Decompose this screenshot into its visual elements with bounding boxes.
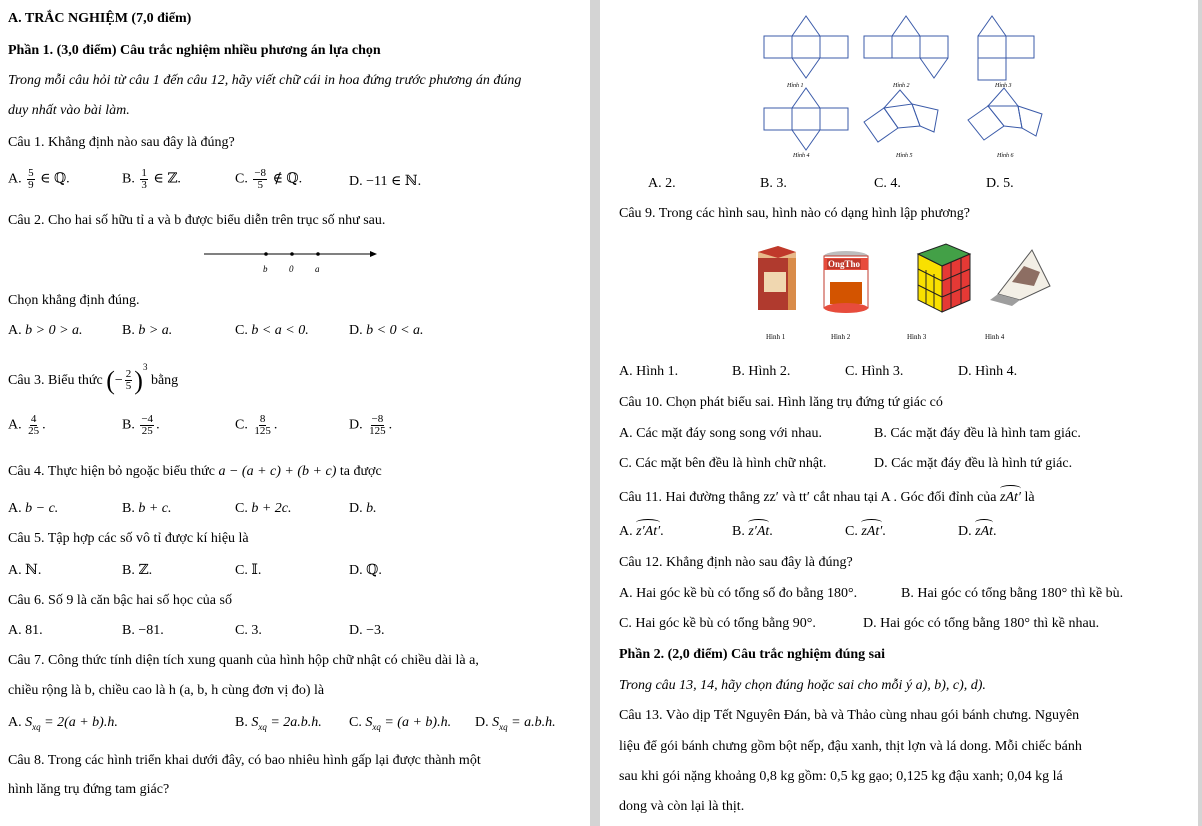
net-label-5: Hình 5 xyxy=(896,153,913,159)
q7-option-d: D. $S_{xq} = a.b.h$. xyxy=(475,715,556,732)
pic-label-1: Hình 1 xyxy=(766,333,786,341)
q12-option-a: A. Hai góc kề bù có tổng số đo bằng 180°. xyxy=(619,586,858,601)
q9-pictures xyxy=(750,242,1050,322)
q4-option-c: C. b + 2c. xyxy=(235,501,292,516)
q10-stem: Câu 10. Chọn phát biểu sai. Hình lăng trụ đứng tứ giác có xyxy=(619,395,943,410)
q9-stem: Câu 9. Trong các hình sau, hình nào có dạng hình lập phương? xyxy=(619,206,970,221)
can-brand-label: OngTho xyxy=(828,259,861,269)
q2-option-a: A. b > 0 > a. xyxy=(8,323,83,338)
part2-intro: Trong câu 13, 14, hãy chọn đúng hoặc sai cho mỗi ý a), b), c), d). xyxy=(619,678,986,693)
section-a-heading: A. TRẮC NGHIỆM (7,0 điểm) xyxy=(8,11,192,26)
q1-option-a: A. $\frac{5}{9}$ ∈ ℚ. xyxy=(8,167,70,191)
q7-option-b: B. $S_{xq} = 2a.b.h$. xyxy=(235,715,322,732)
axis-label-b: b xyxy=(263,264,268,274)
q9-option-c: C. Hình 3. xyxy=(845,364,904,379)
q9-option-a: A. Hình 1. xyxy=(619,364,679,379)
part1-intro-2: duy nhất vào bài làm. xyxy=(8,103,130,118)
q8-option-d: D. 5. xyxy=(986,176,1014,191)
axis-label-0: 0 xyxy=(289,264,294,274)
q7-option-c: C. $S_{xq} = (a + b).h$. xyxy=(349,715,452,732)
q11-option-b: B. z′At. xyxy=(732,524,773,539)
q10-option-d: D. Các mặt đáy đều là hình tứ giác. xyxy=(874,456,1073,471)
q12-stem: Câu 12. Khẳng định nào sau đây là đúng? xyxy=(619,555,853,570)
q8-option-a: A. 2. xyxy=(648,176,676,191)
q1-stem: Câu 1. Khẳng định nào sau đây là đúng? xyxy=(8,135,235,150)
q4-option-a: A. b − c. xyxy=(8,501,59,516)
q2-prompt: Chọn khẳng định đúng. xyxy=(8,293,140,308)
q8-stem-2: hình lăng trụ đứng tam giác? xyxy=(8,782,170,797)
q1-option-d: D. −11 ∈ ℕ. xyxy=(349,174,422,189)
q2-option-c: C. b < a < 0. xyxy=(235,323,309,338)
q6-option-c: C. 3. xyxy=(235,623,262,638)
q11-stem: Câu 11. Hai đường thẳng zz′ và tt′ cắt nhau tại A . Góc đối đỉnh của zAt′ là xyxy=(619,490,1035,505)
q12-option-d: D. Hai góc có tổng bằng 180° thì kề nhau. xyxy=(863,616,1100,631)
q12-option-b: B. Hai góc có tổng bằng 180° thì kề bù. xyxy=(901,586,1124,601)
q4-stem: Câu 4. Thực hiện bỏ ngoặc biểu thức a − (a + c) + (b + c) ta được xyxy=(8,464,382,479)
net-label-6: Hình 6 xyxy=(997,153,1014,159)
q1-option-c: C. $\frac{-8}{5}$ ∉ ℚ. xyxy=(235,167,303,191)
q9-option-b: B. Hình 2. xyxy=(732,364,791,379)
desk-calendar-picture xyxy=(990,250,1050,306)
net-label-1: Hình 1 xyxy=(787,83,804,89)
q3-option-c: C. $\frac{8}{125}$ . xyxy=(235,413,278,437)
q10-option-a: A. Các mặt đáy song song với nhau. xyxy=(619,426,822,441)
q7-stem-1: Câu 7. Công thức tính diện tích xung quanh của hình hộp chữ nhật có chiều dài là a, xyxy=(8,653,479,668)
pic-label-2: Hình 2 xyxy=(831,333,851,341)
left-page xyxy=(0,0,590,826)
q3-option-d: D. $\frac{-8}{125}$ . xyxy=(349,413,393,437)
part1-title: Phần 1. (3,0 điểm) Câu trắc nghiệm nhiều phương án lựa chọn xyxy=(8,43,381,58)
q3-stem: Câu 3. Biểu thức (− $\frac{2}{5}$ )$^3$ bằng xyxy=(8,362,179,395)
q5-option-b: B. ℤ. xyxy=(122,563,153,578)
rubik-cube-picture xyxy=(918,244,970,312)
net-label-2: Hình 2 xyxy=(893,83,910,89)
q8-option-c: C. 4. xyxy=(874,176,901,191)
q3-option-a: A. $\frac{4}{25}$ . xyxy=(8,413,46,437)
pic-label-4: Hình 4 xyxy=(985,333,1005,341)
q5-stem: Câu 5. Tập hợp các số vô tỉ được kí hiệu là xyxy=(8,531,249,546)
q9-option-d: D. Hình 4. xyxy=(958,364,1018,379)
part1-intro-1: Trong mỗi câu hỏi từ câu 1 đến câu 12, hãy viết chữ cái in hoa đứng trước phương án đúng xyxy=(8,73,522,88)
q11-option-a: A. z′At′. xyxy=(619,524,664,539)
q2-stem: Câu 2. Cho hai số hữu tỉ a và b được biểu diễn trên trục số như sau. xyxy=(8,213,386,228)
q5-option-d: D. ℚ. xyxy=(349,563,382,578)
q10-option-b: B. Các mặt đáy đều là hình tam giác. xyxy=(874,426,1081,441)
q12-option-c: C. Hai góc kề bù có tổng bằng 90°. xyxy=(619,616,816,631)
axis-label-a: a xyxy=(315,264,320,274)
q13-line-4: dong và còn lại là thịt. xyxy=(619,799,745,814)
q8-net-figures xyxy=(760,14,1190,164)
milk-carton-picture xyxy=(758,246,796,310)
q1-option-b: B. $\frac{1}{3}$ ∈ ℤ. xyxy=(122,167,181,191)
pic-label-3: Hình 3 xyxy=(907,333,927,341)
q13-line-2: liệu để gói bánh chưng gồm bột nếp, đậu xanh, thịt lợn và lá dong. Mỗi chiếc bánh xyxy=(619,739,1082,754)
q6-stem: Câu 6. Số 9 là căn bậc hai số học của số xyxy=(8,593,232,608)
q3-option-b: B. $\frac{-4}{25}$ . xyxy=(122,413,160,437)
q4-option-d: D. b. xyxy=(349,501,377,516)
q6-option-d: D. −3. xyxy=(349,623,385,638)
q7-stem-2: chiều rộng là b, chiều cao là h (a, b, h cùng đơn vị đo) là xyxy=(8,683,325,698)
q8-option-b: B. 3. xyxy=(760,176,787,191)
q6-option-a: A. 81. xyxy=(8,623,43,638)
q11-option-c: C. zAt′. xyxy=(845,524,886,539)
q11-option-d: D. zAt. xyxy=(958,524,997,539)
net-label-3: Hình 3 xyxy=(995,83,1012,89)
q8-stem-1: Câu 8. Trong các hình triển khai dưới đây, có bao nhiêu hình gấp lại được thành một xyxy=(8,753,481,768)
part2-title: Phần 2. (2,0 điểm) Câu trắc nghiệm đúng sai xyxy=(619,647,886,662)
q5-option-c: C. 𝕀. xyxy=(235,563,262,578)
q2-option-b: B. b > a. xyxy=(122,323,173,338)
right-page xyxy=(600,0,1198,826)
q13-line-3: sau khi gói nặng khoảng 0,8 kg gồm: 0,5 kg gạo; 0,125 kg đậu xanh; 0,04 kg lá xyxy=(619,769,1063,784)
net-label-4: Hình 4 xyxy=(793,153,810,159)
q7-option-a: A. $S_{xq} = 2(a + b).h$. xyxy=(8,715,118,732)
q10-option-c: C. Các mặt bên đều là hình chữ nhật. xyxy=(619,456,827,471)
q13-line-1: Câu 13. Vào dịp Tết Nguyên Đán, bà và Thảo cùng nhau gói bánh chưng. Nguyên xyxy=(619,708,1080,723)
q6-option-b: B. −81. xyxy=(122,623,164,638)
q5-option-a: A. ℕ. xyxy=(8,563,42,578)
q4-option-b: B. b + c. xyxy=(122,501,172,516)
q2-option-d: D. b < 0 < a. xyxy=(349,323,424,338)
